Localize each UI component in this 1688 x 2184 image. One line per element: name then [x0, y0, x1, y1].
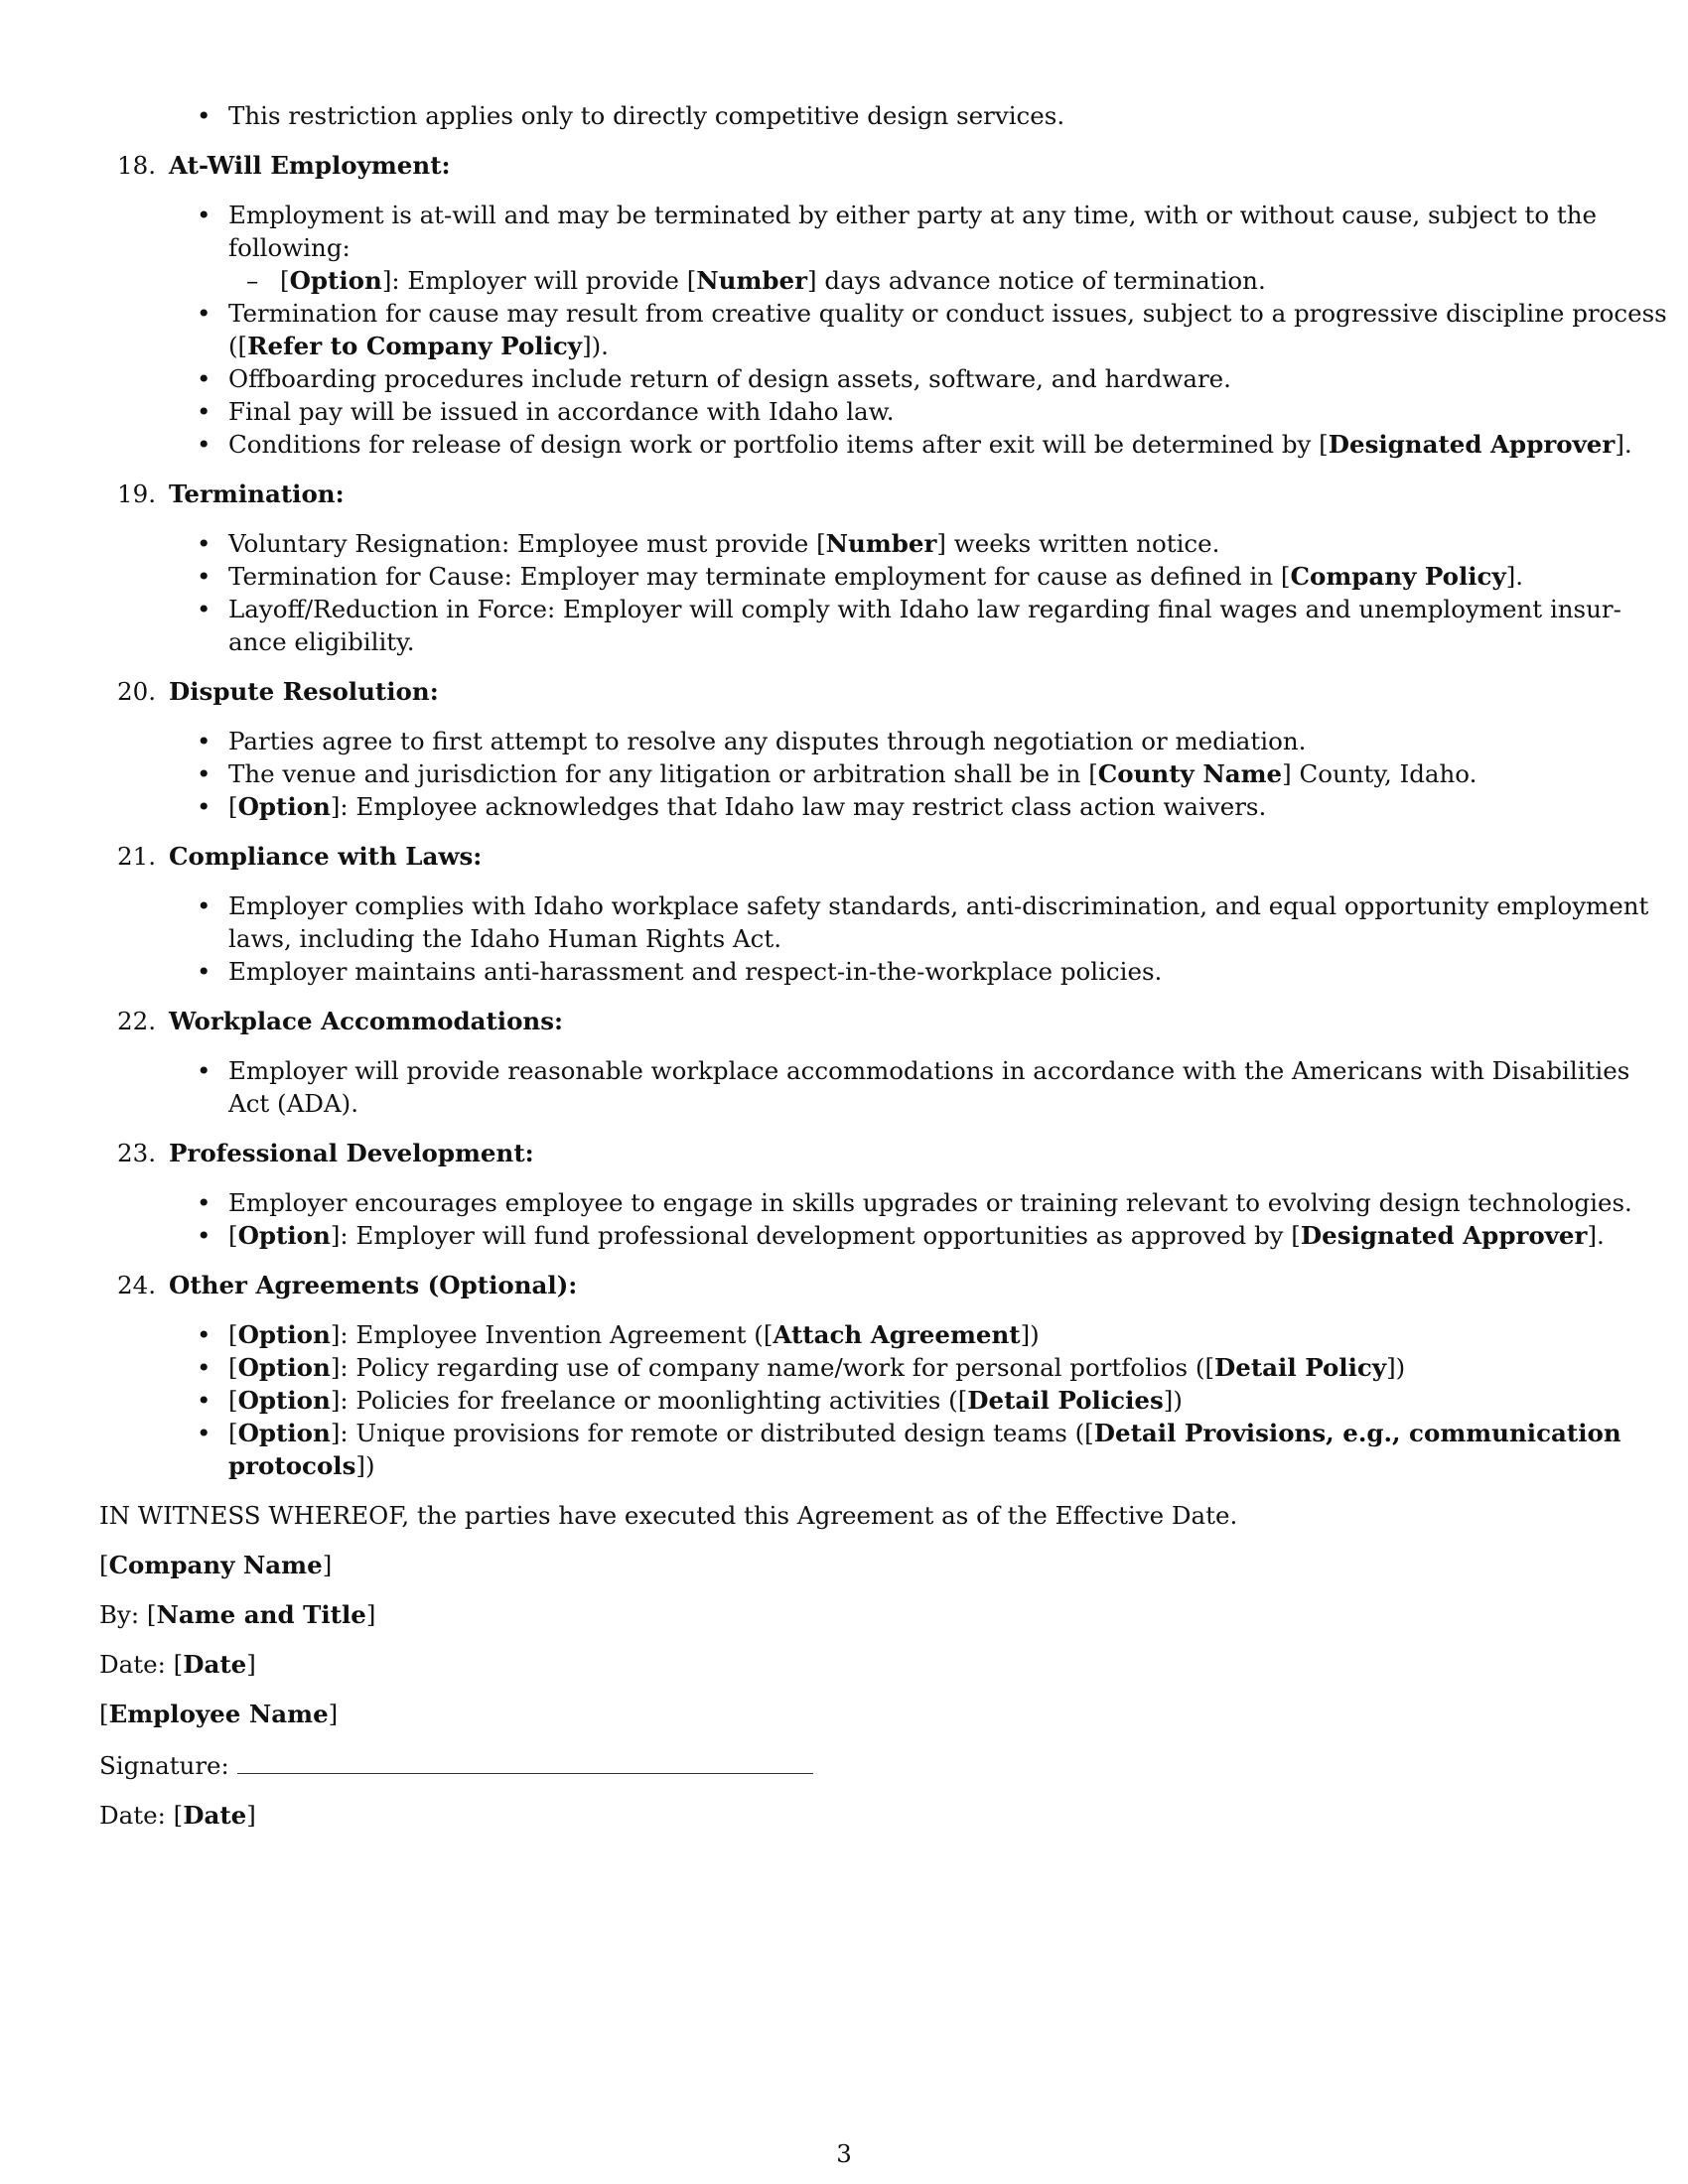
list-item: • [Option]: Policies for freelance or moonlighting activities ([Detail Policies]) — [99, 1384, 1589, 1417]
list-item-continuation: Act (ADA). — [228, 1089, 358, 1118]
list-item: • [Option]: Employee acknowledges that Idaho law may restrict class action waivers. — [99, 790, 1589, 823]
list-item: • [Option]: Policy regarding use of company name/work for personal portfolios ([Detail Policy]) — [99, 1351, 1589, 1384]
section-heading-23: 23. Professional Development: — [117, 1139, 534, 1167]
list-item-continuation: laws, including the Idaho Human Rights Act. — [228, 924, 782, 953]
list-item: • This restriction applies only to directly competitive design services. — [99, 99, 1589, 132]
list-item: • The venue and jurisdiction for any litigation or arbitration shall be in [County Name] County, Idaho. — [99, 757, 1589, 790]
list-item: • Employer encourages employee to engage in skills upgrades or training relevant to evolving design technologies. — [99, 1186, 1589, 1219]
signature-blank — [237, 1747, 813, 1774]
list-item-continuation: ([Refer to Company Policy]). — [228, 332, 609, 360]
list-item-continuation: ance eligibility. — [228, 627, 415, 656]
section-heading-19: 19. Termination: — [117, 479, 345, 508]
section-heading-24: 24. Other Agreements (Optional): — [117, 1271, 578, 1299]
list-item: • Termination for Cause: Employer may terminate employment for cause as defined in [Company Policy]. — [99, 560, 1589, 593]
list-item: • Employer will provide reasonable workplace accommodations in accordance with the Americans with Disabilities — [99, 1054, 1589, 1087]
list-item: • Employment is at-will and may be terminated by either party at any time, with or without cause, subject to the — [99, 199, 1589, 231]
list-item-continuation: protocols]) — [228, 1451, 375, 1480]
witness-clause: IN WITNESS WHEREOF, the parties have executed this Agreement as of the Effective Date. — [99, 1501, 1238, 1530]
list-item-continuation: following: — [228, 233, 351, 262]
signer-name-title: By: [Name and Title] — [99, 1600, 376, 1629]
section-heading-22: 22. Workplace Accommodations: — [117, 1007, 564, 1035]
list-item: • Conditions for release of design work or portfolio items after exit will be determined by [Designated Approver]. — [99, 428, 1589, 461]
document-page — [99, 99, 1667, 1832]
section-heading-21: 21. Compliance with Laws: — [117, 842, 483, 871]
page-number: 3 — [836, 2139, 852, 2168]
employee-date: Date: [Date] — [99, 1801, 256, 1830]
list-item: • [Option]: Unique provisions for remote or distributed design teams ([Detail Provisions, e.g., communication — [99, 1417, 1589, 1449]
section-heading-20: 20. Dispute Resolution: — [117, 677, 439, 706]
list-item: • Offboarding procedures include return of design assets, software, and hardware. — [99, 362, 1589, 395]
list-item: • Final pay will be issued in accordance with Idaho law. — [99, 395, 1589, 428]
list-item: • [Option]: Employer will fund professional development opportunities as approved by [Designated Approver]. — [99, 1219, 1589, 1252]
list-item: • Employer maintains anti-harassment and respect-in-the-workplace policies. — [99, 955, 1589, 988]
sub-list-item: – [Option]: Employer will provide [Number] days advance notice of termination. — [99, 264, 1589, 297]
list-item: • Layoff/Reduction in Force: Employer will comply with Idaho law regarding final wages and unemployment insur- — [99, 593, 1589, 625]
list-item: • Employer complies with Idaho workplace safety standards, anti-discrimination, and equal opportunity employment — [99, 889, 1589, 922]
list-item: • [Option]: Employee Invention Agreement ([Attach Agreement]) — [99, 1318, 1589, 1351]
section-heading-18: 18. At-Will Employment: — [117, 151, 451, 180]
company-date: Date: [Date] — [99, 1650, 256, 1679]
list-item: • Voluntary Resignation: Employee must provide [Number] weeks written notice. — [99, 527, 1589, 560]
list-item: • Termination for cause may result from creative quality or conduct issues, subject to a progressive discipline process — [99, 297, 1589, 330]
company-name-placeholder: [Company Name] — [99, 1551, 333, 1579]
list-item: • Parties agree to first attempt to resolve any disputes through negotiation or mediation. — [99, 725, 1589, 757]
employee-name-placeholder: [Employee Name] — [99, 1700, 339, 1728]
signature-line: Signature: — [99, 1747, 1589, 1782]
